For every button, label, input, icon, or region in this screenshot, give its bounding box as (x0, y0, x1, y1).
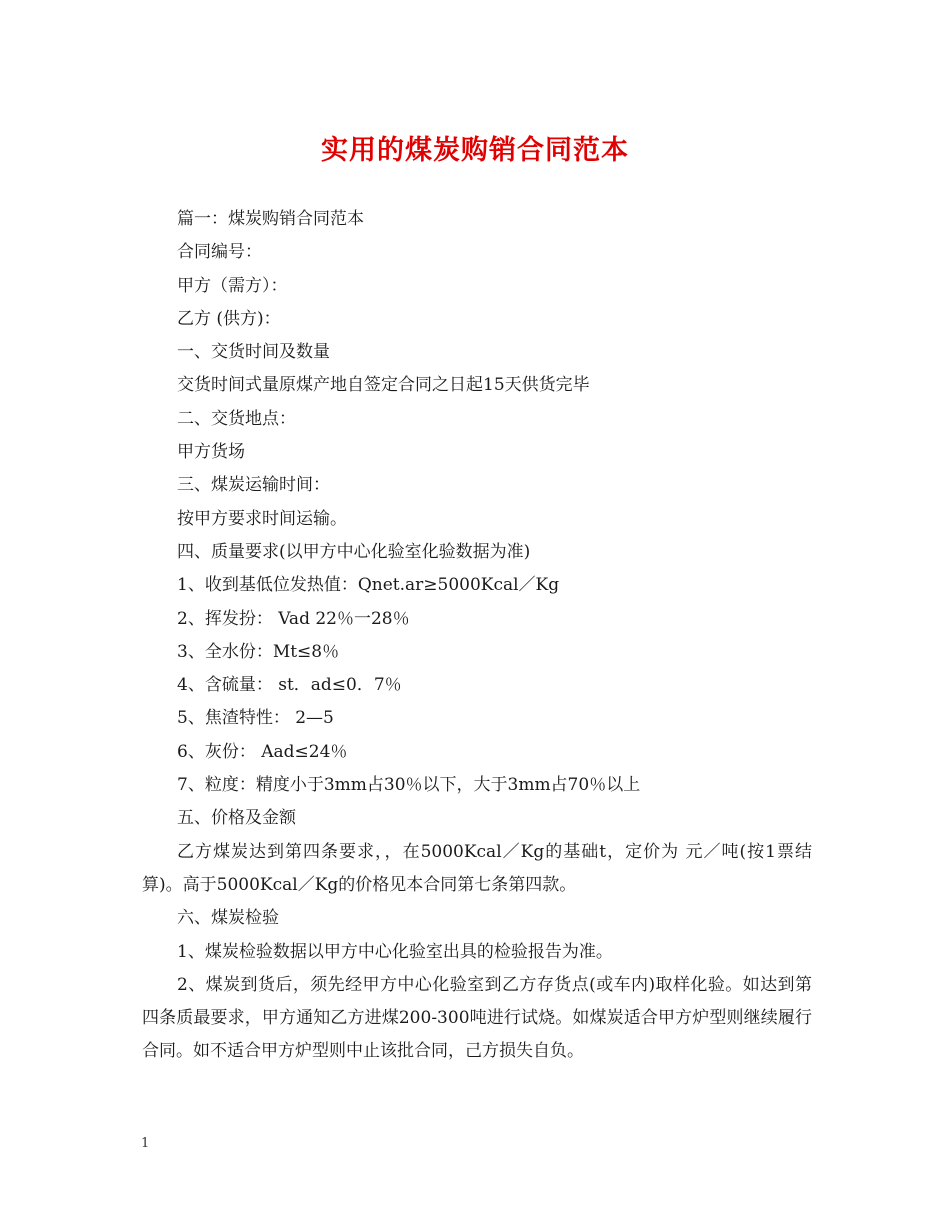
document-title: 实用的煤炭购销合同范本 (321, 135, 629, 166)
quality-item-calorific: 1、收到基低位发热值：Qnet.ar≥5000Kcal／Kg (177, 575, 560, 596)
section-heading-delivery-place: 二、交货地点： (177, 408, 296, 429)
page-number: 1 (141, 1136, 150, 1151)
text-line-party-a: 甲方（需方）： (177, 275, 288, 296)
quality-item-granularity: 7、粒度：精度小于3mm占30％以下，大于3mm占70％以上 (177, 775, 641, 796)
section-heading-transport-time: 三、煤炭运输时间： (177, 475, 330, 496)
text-line-delivery-time: 交货时间式量原煤产地自签定合同之日起15天供货完毕 (177, 375, 590, 396)
section-heading-price: 五、价格及金额 (177, 808, 296, 829)
text-line-party-b: 乙方 (供方)： (177, 308, 281, 329)
section-heading-quality: 四、质量要求(以甲方中心化验室化验数据为准) (177, 541, 531, 562)
text-line-delivery-place: 甲方货场 (177, 442, 245, 463)
section-heading-inspection: 六、煤炭检验 (177, 908, 279, 929)
quality-item-volatile: 2、挥发扮： Vad 22％一28％ (177, 608, 410, 629)
quality-item-coke-residue: 5、焦渣特性： 2—5 (177, 708, 334, 729)
text-line-transport-time: 按甲方要求时间运输。 (177, 508, 347, 529)
text-line-contract-number: 合同编号： (177, 242, 262, 263)
paragraph-price: 乙方煤炭达到第四条要求，，在5000Kcal／Kg的基础t，定价为 元／吨(按1票结算)。高于5000Kcal／Kg的价格见本合同第七条第四款。 (142, 841, 812, 895)
paragraph-inspection-2: 2、煤炭到货后，须先经甲方中心化验室到乙方存货点(或车内)取样化验。如达到第四条质最要求，甲方通知乙方进煤200-300吨进行试烧。如煤炭适合甲方炉型则继续履行合同。如不适合甲方炉型则中止该批合同，己方损失自负。 (142, 974, 812, 1062)
document-body (142, 203, 812, 1069)
quality-item-ash: 6、灰份： Aad≤24％ (177, 741, 348, 762)
text-line-part-one: 篇一：煤炭购销合同范本 (177, 209, 364, 229)
quality-item-sulfur: 4、含硫量： st．ad≤0．7％ (177, 675, 402, 696)
section-heading-delivery-time: 一、交货时间及数量 (177, 342, 330, 363)
quality-item-moisture: 3、全水份：Mt≤8％ (177, 641, 340, 662)
paragraph-inspection-1: 1、煤炭检验数据以甲方中心化验室出具的检验报告为准。 (177, 941, 613, 962)
